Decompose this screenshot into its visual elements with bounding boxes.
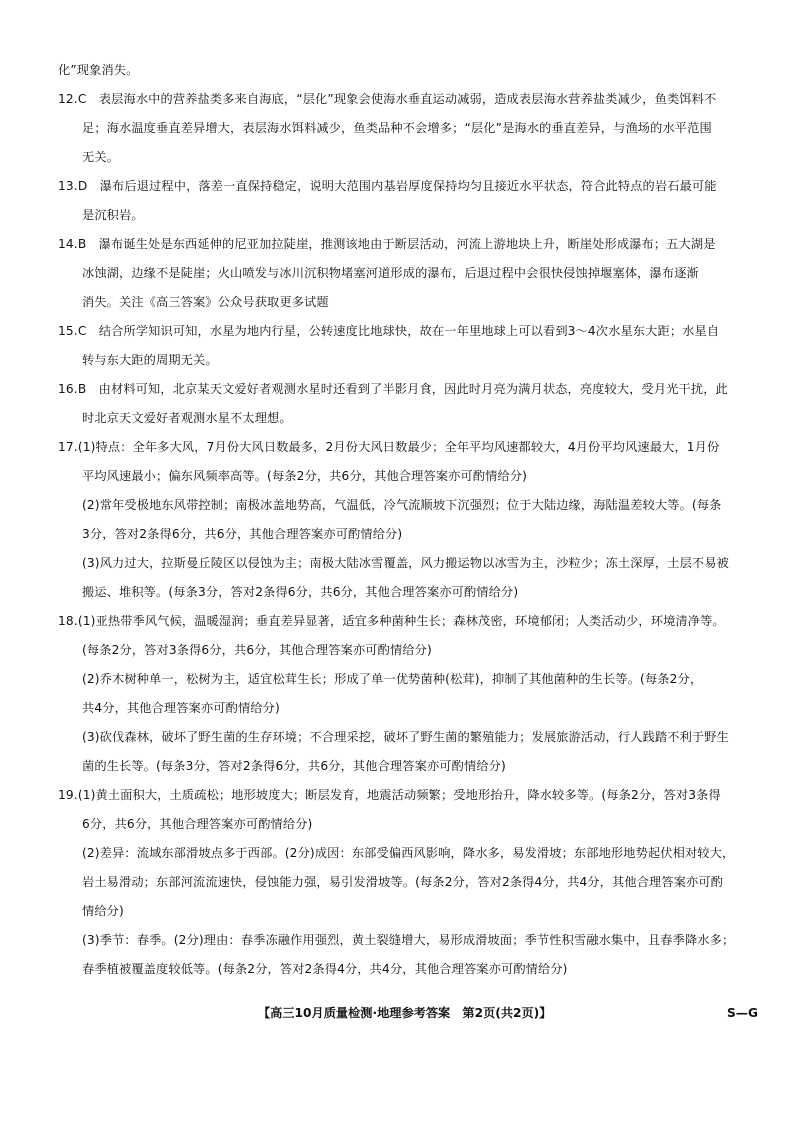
answer-16-line: 16.B 由材料可知，北京某天文爱好者观测水星时还看到了半影月食，因此时月亮为满月状态，亮度较大，受月光干扰，此 [58, 382, 728, 396]
text-line: (2)乔木树种单一，松树为主，适宜松茸生长；形成了单一优势菌种(松茸)，抑制了其他菌种的生长等。(每条2分， [82, 672, 703, 686]
footer-code: S—G [727, 1006, 758, 1020]
text-line: 搬运、堆积等。(每条3分，答对2条得6分，共6分，其他合理答案亦可酌情给分) [82, 585, 519, 599]
answer-19-line: 19.(1)黄土面积大，土质疏松；地形坡度大；断层发育，地震活动频繁；受地形抬升，降水较多等。(每条2分，答对3条得 [58, 788, 721, 802]
text-line: 6分，共6分，其他合理答案亦可酌情给分) [82, 817, 313, 831]
text-line: 岩土易滑动；东部河流流速快，侵蚀能力强，易引发滑坡等。(每条2分，答对2条得4分，共4分，其他合理答案亦可酌 [82, 875, 724, 889]
text-line: 菌的生长等。(每条3分，答对2条得6分，共6分，其他合理答案亦可酌情给分) [82, 759, 506, 773]
text-line: 情给分) [82, 904, 124, 918]
text-line: 化”现象消失。 [58, 63, 139, 77]
answer-17-line: 17.(1)特点：全年多大风，7月份大风日数最多，2月份大风日数最少；全年平均风速都较大，4月份平均风速最大，1月份 [58, 440, 720, 454]
footer-title: 【高三10月质量检测·地理参考答案 第2页(共2页)】 [258, 1006, 552, 1020]
text-line: 时北京天文爱好者观测水星不太理想。 [82, 411, 292, 425]
text-line: 无关。 [82, 150, 120, 164]
answer-14-line: 14.B 瀑布诞生处是东西延伸的尼亚加拉陡崖，推测该地由于断层活动，河流上游地块上升，断崖处形成瀑布；五大湖是 [58, 237, 716, 251]
text-line: 3分，答对2条得6分，共6分，其他合理答案亦可酌情给分) [82, 527, 403, 541]
text-line: 转与东大距的周期无关。 [82, 353, 218, 367]
page-footer [58, 1003, 758, 1023]
text-line: (3)风力过大，拉斯曼丘陵区以侵蚀为主；南极大陆冰雪覆盖，风力搬运物以冰雪为主，沙粒少；冻土深厚，土层不易被 [82, 556, 729, 570]
text-line: (2)常年受极地东风带控制；南极冰盖地势高，气温低，冷气流顺坡下沉强烈；位于大陆边缘，海陆温差较大等。(每条 [82, 498, 722, 512]
text-line: (3)季节：春季。(2分)理由：春季冻融作用强烈，黄土裂缝增大，易形成滑坡面；季节性积雪融水集中，且春季降水多； [82, 933, 735, 947]
text-line: (3)砍伐森林，破坏了野生菌的生存环境；不合理采挖，破坏了野生菌的繁殖能力；发展旅游活动，行人践踏不利于野生 [82, 730, 729, 744]
text-line: 冰蚀湖，边缘不是陡崖；火山喷发与冰川沉积物堵塞河道形成的瀑布，后退过程中会很快侵蚀掉堰塞体，瀑布逐渐 [82, 266, 699, 280]
text-line: 是沉积岩。 [82, 208, 144, 222]
text-line: 共4分，其他合理答案亦可酌情给分) [82, 701, 280, 715]
text-line: (2)差异：流域东部滑坡点多于西部。(2分)成因：东部受偏西风影响，降水多，易发滑坡；东部地形地势起伏相对较大， [82, 846, 735, 860]
answer-18-line: 18.(1)亚热带季风气候，温暖湿润；垂直差异显著，适宜多种菌种生长；森林茂密，环境郁闭；人类活动少，环境清净等。 [58, 614, 725, 628]
answer-12-line: 12.C 表层海水中的营养盐类多来自海底，“层化”现象会使海水垂直运动减弱，造成表层海水营养盐类减少，鱼类饵料不 [58, 92, 717, 106]
answer-15-line: 15.C 结合所学知识可知，水星为地内行星，公转速度比地球快，故在一年里地球上可以看到3～4次水星东大距；水星自 [58, 324, 720, 338]
text-line: (每条2分，答对3条得6分，共6分，其他合理答案亦可酌情给分) [82, 643, 432, 657]
answer-content [58, 56, 758, 984]
text-line: 足；海水温度垂直差异增大，表层海水饵料减少，鱼类品种不会增多；“层化”是海水的垂直差异，与渔场的水平范围 [82, 121, 712, 135]
text-line: 平均风速最小；偏东风频率高等。(每条2分，共6分，其他合理答案亦可酌情给分) [82, 469, 528, 483]
text-line: 春季植被覆盖度较低等。(每条2分，答对2条得4分，共4分，其他合理答案亦可酌情给分) [82, 962, 568, 976]
answer-13-line: 13.D 瀑布后退过程中，落差一直保持稳定，说明大范围内基岩厚度保持均匀且接近水平状态，符合此特点的岩石最可能 [58, 179, 717, 193]
text-line: 消失。关注《高三答案》公众号获取更多试题 [82, 295, 329, 309]
